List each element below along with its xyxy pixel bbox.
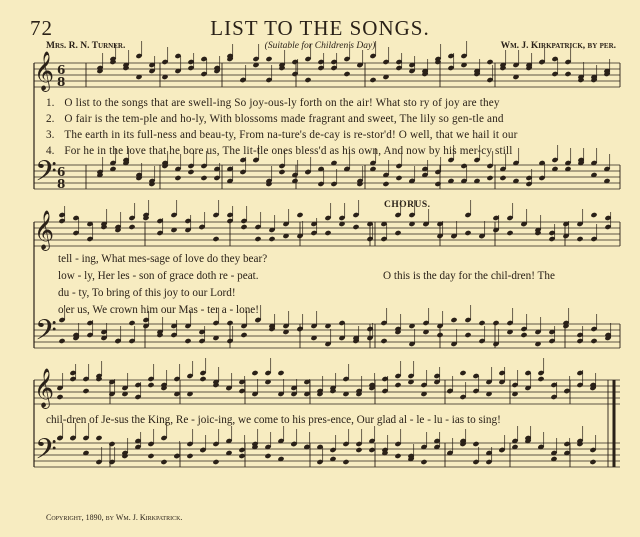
verse-text: O list to the songs that are swell-ing So joy-ous-ly forth on the air! What sto ry of joy are they	[64, 97, 500, 109]
notehead	[472, 441, 479, 447]
notehead	[174, 175, 181, 181]
verse-ending-2: low - ly, Her les - son of grace doth re - peat.	[58, 270, 259, 282]
verse-line-1	[46, 97, 618, 109]
verse-ending-4: o'er us, We crown him our Mas - ter a - lone!	[58, 304, 259, 316]
composer-credit: Wm. J. Kirkpatrick, by per.	[500, 41, 616, 51]
notehead	[212, 236, 219, 242]
notehead	[590, 212, 597, 218]
notehead	[576, 236, 583, 242]
notehead	[499, 175, 506, 181]
notehead	[95, 435, 102, 441]
notehead	[355, 447, 362, 453]
bass-clef-icon: 𝄢	[35, 155, 57, 195]
hymn-title: LIST TO THE SONGS.	[210, 16, 430, 40]
chorus-label: CHORUS.	[384, 200, 431, 210]
notehead	[486, 175, 493, 181]
notehead	[342, 459, 349, 465]
verse-number: 3.	[46, 129, 55, 141]
notehead	[394, 453, 401, 459]
notehead	[343, 71, 350, 77]
notehead	[265, 56, 272, 62]
time-signature-top: 6	[57, 63, 66, 77]
notehead	[160, 459, 167, 465]
notehead	[254, 236, 261, 242]
notehead	[450, 317, 457, 323]
notehead	[420, 459, 427, 465]
time-signature-top: 6	[57, 165, 66, 179]
notehead	[200, 175, 207, 181]
notehead	[368, 447, 375, 453]
notehead	[464, 230, 471, 236]
notehead	[108, 441, 115, 447]
notehead	[324, 230, 331, 236]
notehead	[147, 382, 154, 388]
notehead	[226, 320, 233, 326]
verse-line-2	[46, 113, 618, 125]
notehead	[436, 332, 443, 338]
notehead	[58, 338, 65, 344]
notehead	[380, 338, 387, 344]
notehead	[382, 181, 389, 187]
notehead	[186, 453, 193, 459]
verse-number: 1.	[46, 97, 55, 109]
bass-clef-icon: 𝄢	[35, 314, 57, 354]
verse-text: For he in the love that he bore us, The lit-tle ones bless'd as his own, And now by his mer-cy still	[64, 145, 513, 157]
notehead	[212, 459, 219, 465]
notehead	[486, 59, 493, 65]
time-signature-bottom: 8	[57, 177, 66, 191]
notehead	[537, 376, 544, 382]
treble-clef-icon: 𝄞	[34, 368, 55, 408]
notehead	[352, 224, 359, 230]
notehead	[369, 77, 376, 83]
notehead	[278, 169, 285, 175]
notehead	[82, 388, 89, 394]
page-number: 72	[30, 16, 53, 40]
notehead	[240, 332, 247, 338]
notehead	[434, 181, 441, 187]
treble-clef-icon: 𝄞	[34, 51, 55, 91]
notehead	[459, 370, 466, 376]
verse-text: O fair is the tem-ple and ho-ly, With blossoms made fragrant and sweet, The lily so gen-tle and	[64, 113, 504, 125]
verse-number: 4.	[46, 145, 55, 157]
time-signature-bottom: 8	[57, 75, 66, 89]
notehead	[296, 212, 303, 218]
notehead	[128, 320, 135, 326]
notehead	[492, 320, 499, 326]
bass-clef-icon: 𝄢	[35, 433, 57, 473]
notehead	[187, 169, 194, 175]
verse-ending-3: du - ty, To bring of this joy to our Lord!	[58, 287, 236, 299]
notehead	[395, 175, 402, 181]
notehead	[56, 394, 63, 400]
chorus-lyric-start: O this is the day for the chil-dren! The	[383, 270, 555, 282]
notehead	[277, 370, 284, 376]
notehead	[478, 320, 485, 326]
verse-line-4	[46, 145, 618, 157]
notehead	[147, 453, 154, 459]
notehead	[240, 224, 247, 230]
notehead	[184, 338, 191, 344]
hymn-subtitle: (Suitable for Children's Day)	[264, 41, 376, 51]
lyricist-credit: Mrs. R. N. Turner.	[46, 41, 126, 51]
verse-line-3	[46, 129, 618, 141]
copyright-notice: Copyright, 1890, by Wm. J. Kirkpatrick.	[46, 513, 183, 522]
notehead	[589, 459, 596, 465]
notehead	[394, 230, 401, 236]
notehead	[128, 224, 135, 230]
notehead	[264, 453, 271, 459]
notehead	[268, 236, 275, 242]
chorus-lyric-end: chil-dren of Je-sus the King, Re - joic-ing, we come to his pres-ence, Our glad al - le - lu - ias to sing!	[46, 414, 501, 426]
notehead	[251, 370, 258, 376]
notehead	[564, 71, 571, 77]
notehead	[520, 332, 527, 338]
notehead	[464, 332, 471, 338]
notehead	[394, 382, 401, 388]
notehead	[304, 77, 311, 83]
verse-text: The earth in its full-ness and beau-ty, From na-ture's de-cay is re-stor'd! O well, that we hail it our	[64, 129, 518, 141]
verse-number: 2.	[46, 113, 55, 125]
treble-clef-icon: 𝄞	[34, 210, 55, 250]
notehead	[590, 338, 597, 344]
notehead	[506, 230, 513, 236]
notehead	[199, 376, 206, 382]
notehead	[238, 453, 245, 459]
verse-ending-1: tell - ing, What mes-sage of love do they bear?	[58, 253, 268, 265]
